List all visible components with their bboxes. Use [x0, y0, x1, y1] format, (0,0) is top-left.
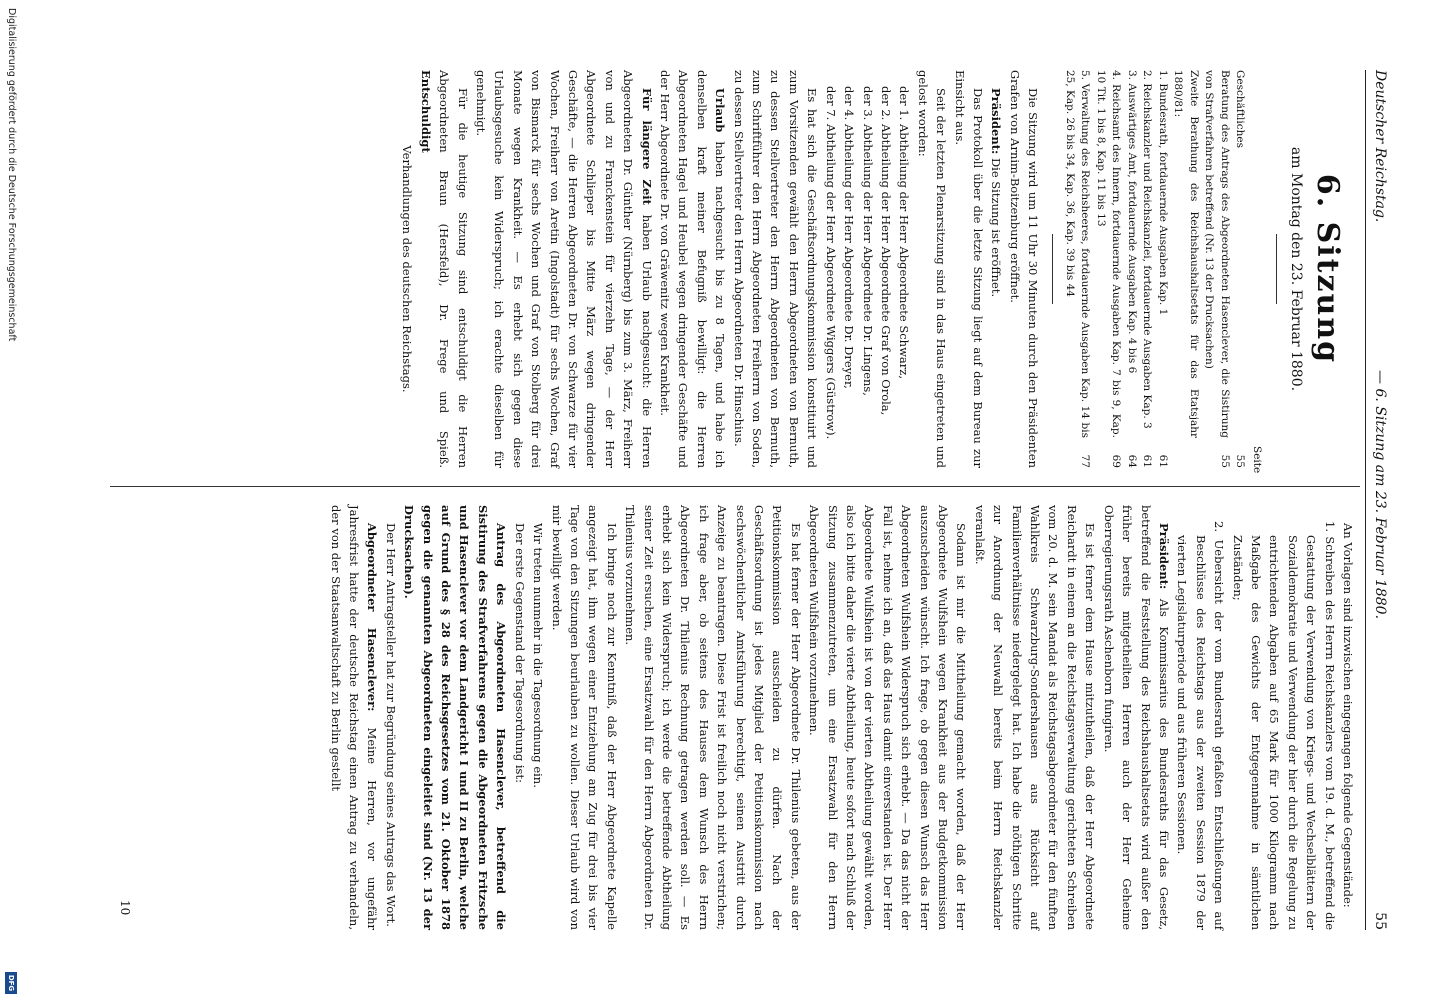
- session-title: 6. Sitzung: [1310, 173, 1345, 365]
- list-item: der 1. Abtheilung der Herr Abgeordnete Schwarz,: [897, 86, 912, 379]
- paragraph: Der Herr Antragsteller hat zur Begründung seines Antrags das Wort.: [383, 523, 398, 927]
- footnote: Verhandlungen des deutschen Reichstags.: [400, 145, 415, 393]
- header-page-number: 55: [1372, 912, 1388, 930]
- speaker-label: Präsident:: [989, 88, 1004, 155]
- table-of-contents: [1061, 70, 1247, 468]
- footer-text: Digitalisierung gefördert durch die Deutsche Forschungsgemeinschaft: [6, 8, 17, 342]
- title-rule: [1276, 234, 1277, 304]
- paragraph: Für die heutige Sitzung sind entschuldigt die Herren Abgeordneten Braun (Hersfeld), Dr. Frege und Spieß. Entschuldigt: [418, 70, 470, 468]
- paragraph: Präsident: Die Sitzung ist eröffnet.: [989, 88, 1004, 298]
- paragraph: Der erste Gegenstand der Tagesordnung ist:: [512, 523, 527, 783]
- submission-list: [1173, 521, 1339, 930]
- toc-item: 5. Verwaltung des Reichsheeres, fortdauernde Ausgaben Kap. 14 bis 25, Kap. 26 bis 34, Kap. 36, Kap. 39 bis 44 77: [1063, 70, 1092, 468]
- opening-paragraph: Die Sitzung wird um 11 Uhr 30 Minuten durch den Präsidenten Grafen von Arnim-Boitzenburg eröffnet.: [1007, 70, 1041, 468]
- running-header: [1365, 70, 1394, 930]
- toc-rule: [1052, 234, 1053, 304]
- toc-item: Geschäftliches 55: [1234, 70, 1247, 468]
- sheet-number: 10: [118, 900, 132, 916]
- paragraph: Seit der letzten Plenarsitzung sind in das Haus eingetreten und gelost worden:: [915, 70, 949, 468]
- dfg-logo-icon: DFG: [5, 972, 17, 994]
- paragraph: Das Protokoll über die letzte Sitzung liegt auf dem Bureau zur Einsicht aus.: [952, 70, 985, 468]
- list-item: 1. Schreiben des Herrn Reichskanzlers vom 19. d. M., betreffend die Gestattung der Verwendung von Kriegs- und Wechselblättern der Sozialdemokratie und Verwendung der hier durch die Regelung zu entrichtenden Abgaben auf 65 Mark für 1000 Kilogramm nach Maßgabe des Gewichts der Entgegennahme in sämtlichen Zuständen;: [1230, 521, 1337, 930]
- paragraph: Es hat sich die Geschäftsordnungskommission konstituirt und zum Vorsitzenden gewählt den Herrn Abgeordneten von Bernuth, zu dessen Stellvertreter den Herrn Abgeordneten von Bernuth, zum Schriftführer den Herrn Abgeordneten Freiherrn von Soden, zu dessen Stellvertreter den Herrn Abgeordneten Dr. Hinschius.: [731, 70, 820, 468]
- member-assignment-list: [821, 86, 913, 468]
- inline-emphasis: Entschuldigt: [418, 70, 433, 153]
- paragraph: Urlaub haben nachgesucht bis zu 8 Tagen, und habe ich denselben kraft meiner Befugniß bewilligt: die Herren Abgeordneten Hagel und Heubel wegen dringender Geschäfte und der Herr Abgeordnete Dr. von Gräwenitz wegen Krankheit.: [658, 70, 728, 468]
- list-item: der 7. Abtheilung der Herr Abgeordnete Wiggers (Güstrow).: [823, 86, 838, 440]
- toc-item: 1. Bundesrath, fortdauernde Ausgaben Kap. 1 61: [1156, 70, 1169, 468]
- paragraph: Für längere Zeit haben Urlaub nachgesucht: die Herren Abgeordneten Dr. Günther (Nürnberg) bis zum 3. März, Freiherr von und zu Franckenstein für vierzehn Tage, — der Herr Abgeordnete Schlieper bis Mitte März wegen dringender Geschäfte, — die Herren Abgeordneten Dr. von Schwarze für vier Wochen, Freiherr von Aretin (Ingolstadt) für sechs Wochen, Graf von Bismarck für sechs Wochen und Graf von Stolberg für drei Monate wegen Krankheit. — Es erhebt sich gegen diese Urlaubsgesuche kein Widerspruch; ich erachte dieselben für genehmigt.: [474, 70, 654, 468]
- toc-heading: [1247, 70, 1265, 474]
- toc-item: 2. Reichskanzler und Reichskanzlei, fortdauernde Ausgaben Kap. 3 61: [1141, 70, 1154, 468]
- paragraph: Es hat ferner der Herr Abgeordnete Dr. Thilenius gebeten, aus der Petitionskommission ausscheiden zu dürfen. Nach der Geschäftsordnung ist jedes Mitglied der Petitionskommission nach sechswöchentlicher Amtsführung berechtigt, seinen Austritt durch Anzeige zu beantragen. Diese Frist ist freilich noch nicht verstrichen; ich frage aber, ob seitens des Hauses dem Wunsch des Herrn Abgeordneten Dr. Thilenius Rechnung getragen werden soll. — Es erhebt sich kein Widerspruch; ich werde die betreffende Abtheilung seiner Zeit ersuchen, eine Ersatzwahl für den Herrn Abgeordneten Dr. Thilenius vorzunehmen.: [623, 505, 803, 930]
- left-column: [398, 70, 1357, 474]
- toc-item: Zweite Berathung des Reichshaushaltsetats für das Etatsjahr 1880/81:: [1172, 70, 1200, 438]
- list-item: der 4. Abtheilung der Herr Abgeordnete Dr. Dreyer,: [842, 86, 857, 389]
- list-item: der 2. Abtheilung der Herr Abgeordnete Graf von Orola,: [878, 86, 893, 416]
- toc-item: Beratung des Antrags des Abgeordneten Hasenclever, die Sistirung von Strafverfahren betreffend (Nr. 13 der Drucksachen) 55: [1203, 70, 1231, 468]
- column-divider: [110, 486, 1360, 487]
- paragraph: Wir treten nunmehr in die Tagesordnung ein.: [531, 523, 546, 788]
- paragraph: An Vorlagen sind inzwischen eingegangen folgende Gegenstände:: [1341, 523, 1355, 908]
- toc-page-label: Seite: [1250, 446, 1263, 474]
- speaker-label: Präsident:: [1156, 523, 1171, 590]
- paragraph: Präsident: Als Kommissarius des Bundesraths für das Gesetz, betreffend die Feststellung des Reichshaushaltsetats wird außer den früher bereits mitgetheilten Herren auch der Herr Geheime Oberregierungsrath Aschenborn fungiren.: [1101, 505, 1171, 931]
- list-item: 2. Uebersicht der vom Bundesrath gefaßten Entschließungen auf Beschlüsse des Reichstags aus der zweiten Session 1879 der vierten Legislaturperiode und aus früheren Sessionen.: [1175, 521, 1227, 930]
- speaker-label: Abgeordneter Hasenclever:: [365, 523, 380, 712]
- list-item: der 3. Abtheilung der Herr Abgeordnete Dr. Lingens,: [860, 86, 875, 396]
- motion-paragraph: Antrag des Abgeordneten Hasenclever, betreffend die Sistirung des Strafverfahrens gegen die Abgeordneten Fritzsche und Hasenclever vor dem Landgericht I und II zu Berlin, welche auf Grund des § 28 des Reichsgesetzes vom 21. Oktober 1878 gegen die genannten Abgeordneten eingeleitet sind (Nr. 13 der Drucksachen).: [402, 505, 509, 930]
- paragraph: Ich bringe noch zur Kenntniß, daß der Herr Abgeordnete Kapelle angezeigt hat, ihm wegen einer Entziehung am Zug für drei bis vier Tage von den Sitzungen beurlauben zu wollen. Dieser Urlaub wird von mir bewilligt werden.: [549, 505, 619, 930]
- toc-item: 4. Reichsamt des Innern, fortdauernde Ausgaben Kap. 7 bis 9, Kap. 10 Tit. 1 bis 8, Kap. 11 bis 13 69: [1094, 70, 1123, 468]
- header-session: — 6. Sitzung am 23. Februar 1880.: [1372, 370, 1388, 620]
- right-column: [326, 505, 1357, 930]
- paragraph: Es ist ferner dem Hause mitzutheilen, daß der Herr Abgeordnete Reichardt in einem an die Reichstagsverwaltung gerichteten Schreiben vom 20. d. M. sein Mandat als Reichstagsabgeordneter für den fünften Wahlkreis Schwarzburg-Sondershausen aus Rücksicht auf Familienverhältnisse niedergelegt hat. Ich habe die nöthigen Schritte zur Anordnung der Neuwahl bereits beim Herrn Reichskanzler veranlaßt.: [972, 505, 1098, 930]
- paragraph: Sodann ist mir die Mittheilung gemacht worden, daß der Herr Abgeordnete Wulfshein wegen Krankheit aus der Budgetkommission auszuscheiden wünscht. Ich frage, ob gegen diesen Wunsch das Herr Abgeordneten Wulfshein Widerspruch sich erhebt. — Da das nicht der Fall ist, nehme ich an, daß das Haus damit einverstanden ist. Der Herr Abgeordnete Wulfshein ist von der vierten Abtheilung gewählt worden, also ich bitte daher die vierte Abtheilung, heute sofort nach Schluß der Sitzung zusammenzutreten, um eine Ersatzwahl für den Herrn Abgeordneten Wulfshein vorzunehmen.: [807, 505, 969, 930]
- paragraph: Abgeordneter Hasenclever: Meine Herren, vor ungefähr Jahresfrist hatte der deutsche Reichstag einen Antrag zu verhandeln, der von der Staatsanwaltschaft zu Berlin gestellt: [328, 505, 380, 931]
- digitization-footer: [3, 0, 17, 1000]
- header-publication: Deutscher Reichstag.: [1372, 70, 1388, 223]
- toc-item: 3. Auswärtiges Amt, fortdauernde Ausgaben Kap. 4 bis 6 64: [1125, 70, 1138, 468]
- session-date: am Montag den 23. Februar 1880.: [1288, 146, 1304, 392]
